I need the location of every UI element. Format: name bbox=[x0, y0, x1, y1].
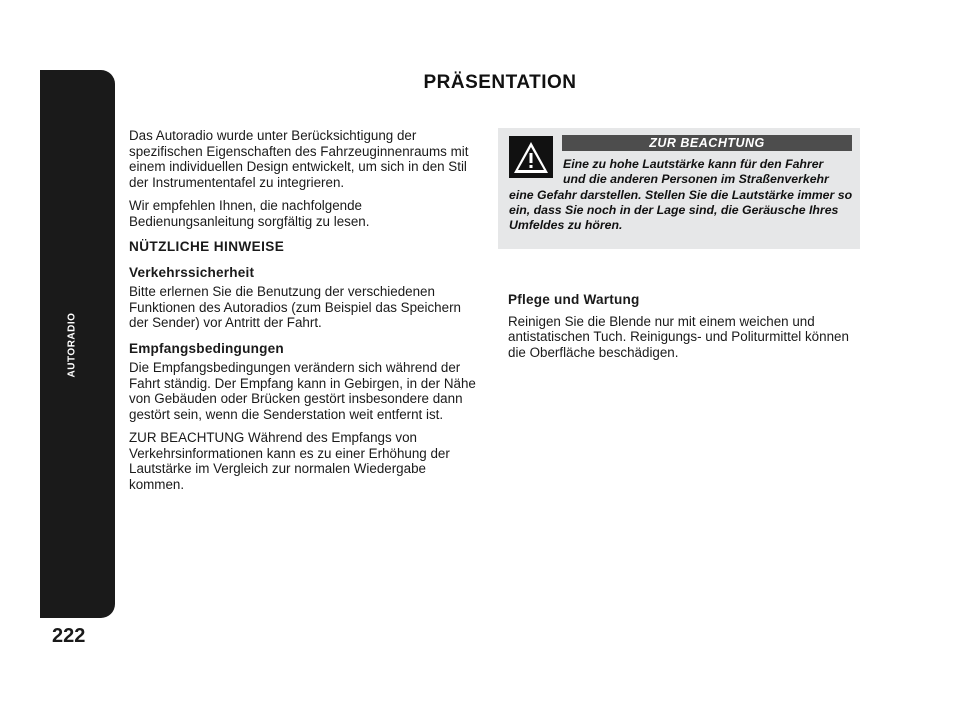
note-paragraph: ZUR BEACHTUNG Während des Empfangs von Verkehrsinformationen kann es zu einer Erhöhung der Lautstärke im Vergleich zur normalen Wiedergabe kommen. bbox=[129, 430, 450, 492]
right-column bbox=[508, 292, 863, 360]
chapter-label: AUTORADIO bbox=[66, 312, 78, 378]
page-title: PRÄSENTATION bbox=[423, 72, 577, 93]
warning-line-rest: eine Gefahr darstellen. Stellen Sie die Lautstärke immer so ein, dass Sie noch in der Lage sind, die Geräusche Ihres Umfeldes zu hören. bbox=[509, 187, 853, 233]
care-heading: Pflege und Wartung bbox=[508, 292, 640, 307]
page-number: 222 bbox=[52, 625, 86, 647]
left-column bbox=[129, 128, 484, 500]
safety-paragraph: Bitte erlernen Sie die Benutzung der verschiedenen Funktionen des Autoradios (zum Beispiel das Speichern der Sender) vor Antritt der Fahrt. bbox=[129, 284, 461, 330]
intro-paragraph-1: Das Autoradio wurde unter Berücksichtigung der spezifischen Eigenschaften des Fahrzeuginnenraums mit einem individuellen Design entwickelt, um sich in den Stil der Instrumententafel zu integrieren. bbox=[129, 128, 469, 190]
safety-heading: Verkehrssicherheit bbox=[129, 264, 255, 280]
chapter-sidebar bbox=[40, 70, 115, 618]
warning-line-1: Eine zu hohe Lautstärke kann für den Fahrer bbox=[563, 157, 824, 171]
care-paragraph: Reinigen Sie die Blende nur mit einem weichen und antistatischen Tuch. Reinigungs- und Politurmittel können die Oberfläche beschädigen. bbox=[508, 313, 849, 360]
warning-header: ZUR BEACHTUNG bbox=[562, 135, 852, 151]
intro-paragraph-2: Wir empfehlen Ihnen, die nachfolgende Bedienungsanleitung sorgfältig zu lesen. bbox=[129, 198, 370, 229]
warning-text bbox=[509, 157, 855, 233]
reception-heading: Empfangsbedingungen bbox=[129, 340, 284, 356]
warning-box bbox=[498, 128, 860, 249]
section-heading: NÜTZLICHE HINWEISE bbox=[129, 239, 285, 254]
warning-line-2: und die anderen Personen im Straßenverkehr bbox=[563, 172, 829, 187]
reception-paragraph: Die Empfangsbedingungen verändern sich während der Fahrt ständig. Der Empfang kann in Gebirgen, in der Nähe von Gebäuden oder Brücken gestört insbesondere dann gestört sein, wenn die Senderstation weit entfernt ist. bbox=[129, 360, 476, 422]
